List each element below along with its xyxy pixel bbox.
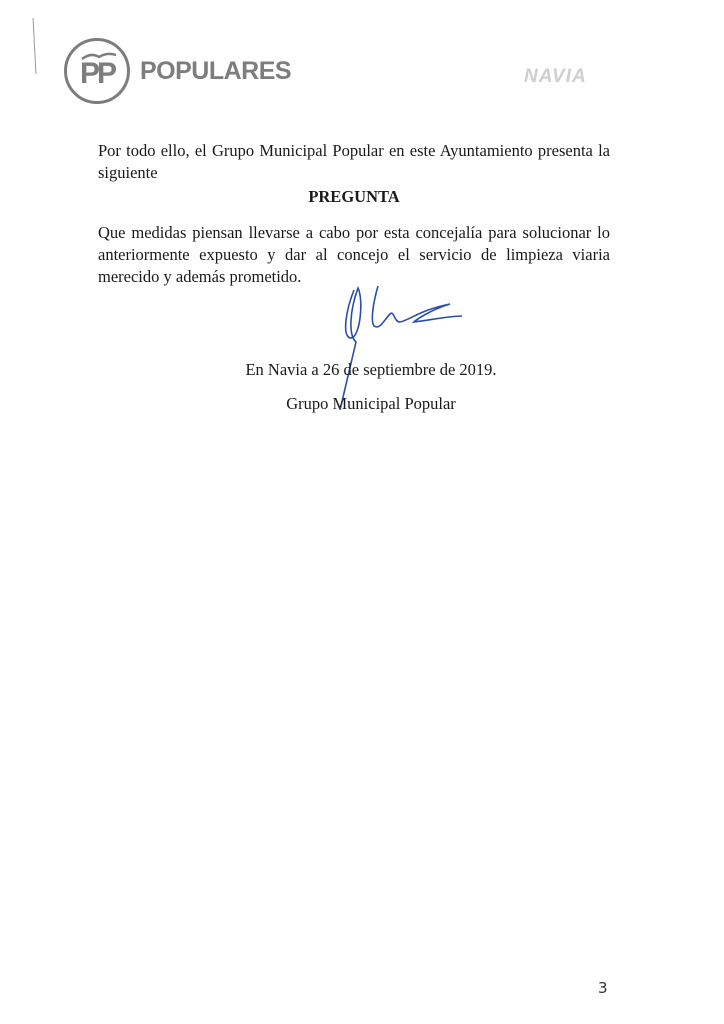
party-logo — [64, 38, 291, 104]
signatory-name: Grupo Municipal Popular — [286, 394, 456, 413]
seagull-icon — [81, 51, 117, 61]
section-heading: PREGUNTA — [308, 187, 400, 206]
date-line: En Navia a 26 de septiembre de 2019. — [245, 360, 497, 379]
logo-name: POPULARES — [140, 56, 292, 85]
question-paragraph: Que medidas piensan llevarse a cabo por esta concejalía para solucionar lo anteriormente expuesto y dar al concejo el servicio de limpieza viaria merecido y además prometido. — [98, 223, 610, 286]
municipality-label: NAVIA — [524, 66, 587, 87]
logo-initials: PP — [79, 57, 115, 90]
scan-edge-mark — [33, 18, 37, 74]
page-number: 3 — [598, 979, 608, 997]
intro-paragraph: Por todo ello, el Grupo Municipal Popular en este Ayuntamiento presenta la siguiente — [98, 141, 610, 182]
pp-logo-emblem — [64, 38, 130, 104]
